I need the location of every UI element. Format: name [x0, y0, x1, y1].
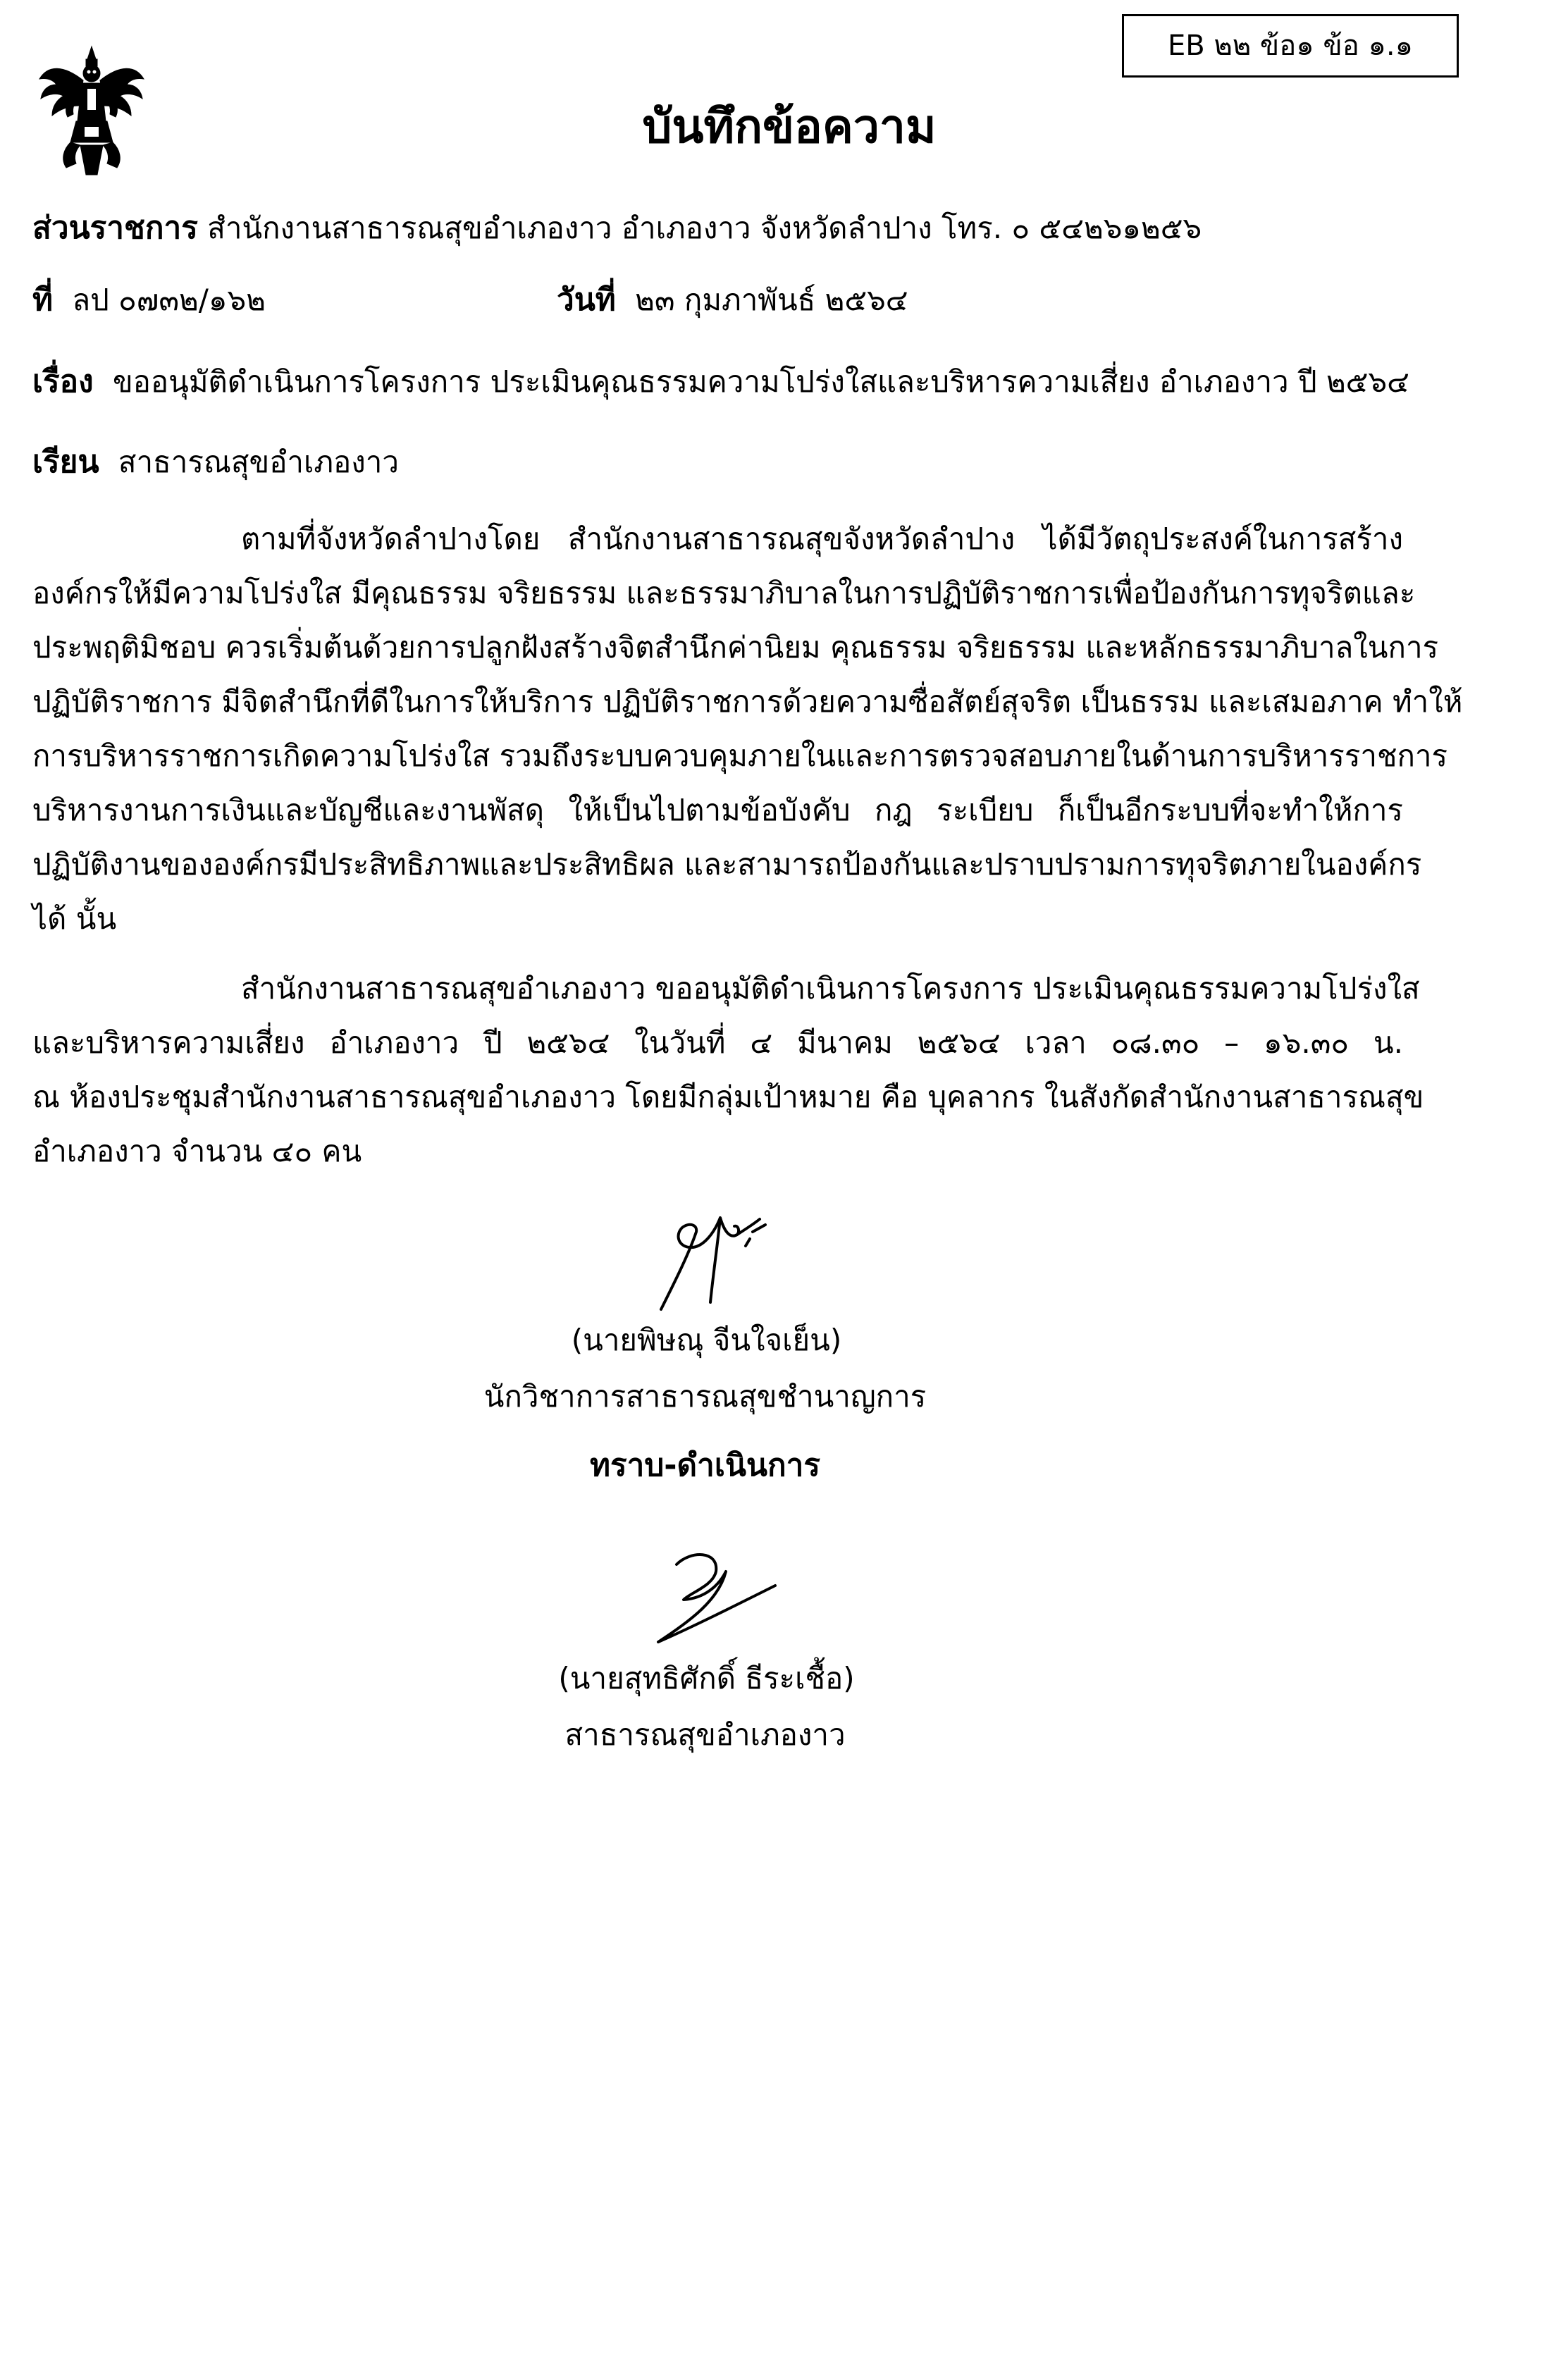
date-value: ๒๓ กุมภาพันธ์ ๒๕๖๔: [635, 283, 908, 317]
addressee-value: สาธารณสุขอำเภองาว: [118, 445, 399, 479]
body-paragraph-2: [32, 961, 1424, 1178]
date-label: วันที่: [557, 282, 616, 318]
addressee-line: [32, 441, 399, 483]
addressee-label: เรียน: [32, 444, 99, 480]
paragraph-line: ปฏิบัติงานขององค์กรมีประสิทธิภาพและประสิทธิผล และสามารถป้องกันและปราบปรามการทุจริตภายในองค์กร: [32, 847, 1422, 882]
document-title: บันทึกข้อความ: [642, 99, 937, 154]
agency-label: ส่วนราชการ: [32, 210, 198, 246]
signatory-1-name: (นายพิษณุ จีนใจเย็น): [571, 1323, 842, 1357]
subject-value: ขออนุมัติดำเนินการโครงการ ประเมินคุณธรรมความโปร่งใสและบริหารความเสี่ยง อำเภองาว ปี ๒๕๖๔: [112, 364, 1409, 399]
paragraph-line: การบริหารราชการเกิดความโปร่งใส รวมถึงระบบควบคุมภายในและการตรวจสอบภายในด้านการบริหารราชการ: [32, 739, 1448, 773]
paragraph-line: บริหารงานการเงินและบัญชีและงานพัสดุ ให้เป็นไปตามข้อบังคับ กฎ ระเบียบ ก็เป็นอีกระบบที่จะทำให้การ: [32, 793, 1403, 827]
subject-label: เรื่อง: [32, 364, 94, 400]
date-line: [557, 279, 908, 321]
paragraph-line: ณ ห้องประชุมสำนักงานสาธารณสุขอำเภองาว โดยมีกลุ่มเป้าหมาย คือ บุคลากร ในสังกัดสำนักงานสาธารณสุข: [32, 1080, 1424, 1114]
agency-value: สำนักงานสาธารณสุขอำเภองาว อำเภองาว จังหวัดลำปาง โทร. ๐ ๕๔๒๖๑๒๕๖: [207, 211, 1202, 245]
signature-1-image: [647, 1204, 788, 1316]
paragraph-line: ได้ นั้น: [32, 901, 117, 936]
signatory-2-name: (นายสุทธิศักดิ์ ธีระเชื้อ): [558, 1661, 855, 1696]
reference-value: ลป ๐๗๓๒/๑๖๒: [72, 283, 266, 317]
approval-note: ทราบ-ดำเนินการ: [590, 1447, 820, 1483]
paragraph-line: ปฏิบัติราชการ มีจิตสำนึกที่ดีในการให้บริการ ปฏิบัติราชการด้วยความซื่อสัตย์สุจริต เป็นธรรม และเสมอภาค ทำให้: [32, 684, 1463, 719]
paragraph-line: องค์กรให้มีความโปร่งใส มีคุณธรรม จริยธรรม และธรรมาภิบาลในการปฏิบัติราชการเพื่อป้องกันการทุจริตและ: [32, 576, 1416, 610]
body-paragraph-1: [32, 512, 1463, 946]
subject-line: [32, 361, 1409, 403]
reference-box: EB ๒๒ ข้อ๑ ข้อ ๑.๑: [1122, 14, 1459, 78]
paragraph-line: ประพฤติมิชอบ ควรเริ่มต้นด้วยการปลูกฝังสร้างจิตสำนึกค่านิยม คุณธรรม จริยธรรม และหลักธรรมาภิบาลในการ: [32, 630, 1439, 665]
signatory-1-position: นักวิชาการสาธารณสุขชำนาญการ: [483, 1379, 927, 1414]
paragraph-line: สำนักงานสาธารณสุขอำเภองาว ขออนุมัติดำเนินการโครงการ ประเมินคุณธรรมความโปร่งใส: [241, 971, 1420, 1006]
paragraph-line: ตามที่จังหวัดลำปางโดย สำนักงานสาธารณสุขจังหวัดลำปาง ได้มีวัตถุประสงค์ในการสร้าง: [241, 521, 1403, 556]
garuda-emblem-icon: [35, 44, 148, 178]
signatory-2-position: สาธารณสุขอำเภองาว: [564, 1717, 846, 1752]
paragraph-line: อำเภองาว จำนวน ๔๐ คน: [32, 1134, 362, 1168]
reference-label: ที่: [32, 282, 54, 318]
reference-line: [32, 279, 266, 321]
paragraph-line: และบริหารความเสี่ยง อำเภองาว ปี ๒๕๖๔ ในวันที่ ๔ มีนาคม ๒๕๖๔ เวลา ๐๘.๓๐ – ๑๖.๓๐ น.: [32, 1025, 1403, 1060]
signature-2-image: [648, 1543, 782, 1649]
agency-line: [32, 207, 1202, 249]
